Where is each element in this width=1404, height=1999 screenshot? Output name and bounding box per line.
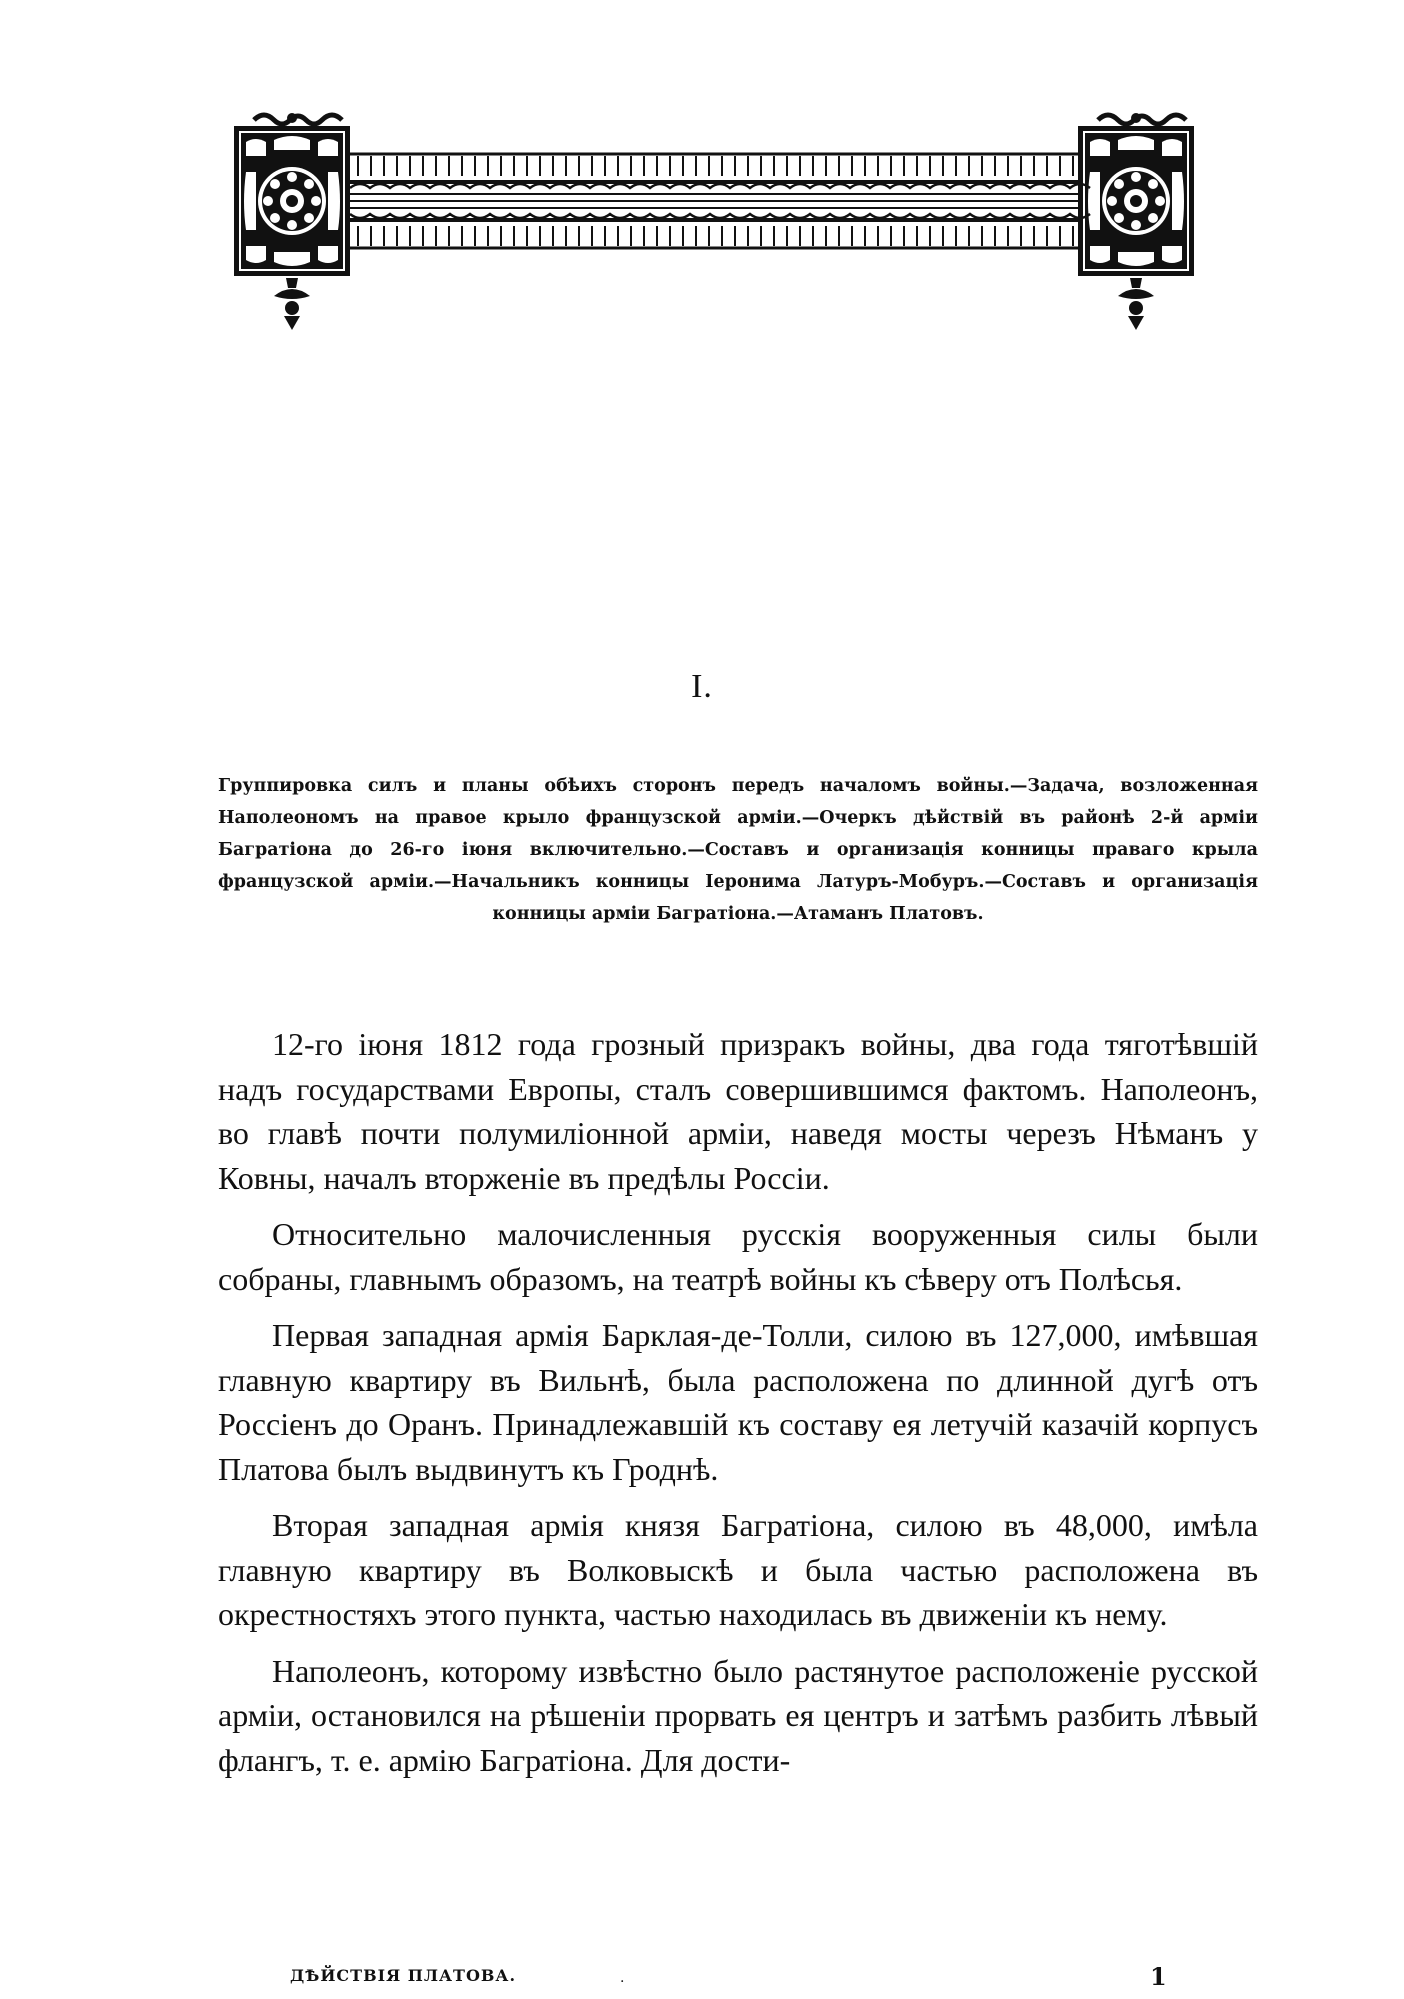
page-number: 1 bbox=[1150, 1962, 1167, 1991]
running-title: ДѢЙСТВІЯ ПЛАТОВА. bbox=[290, 1966, 517, 1985]
paragraph: Относительно малочисленныя русскія вооруженныя силы были собраны, главнымъ образомъ, на театрѣ войны къ сѣверу отъ Полѣсья. bbox=[218, 1216, 1258, 1297]
paragraph: Наполеонъ, которому извѣстно было растянутое расположеніе русской арміи, остановился на рѣшеніи прорвать ея центръ и затѣмъ разбить лѣвый флангъ, т. е. армію Багратіона. Для дости- bbox=[218, 1652, 1258, 1778]
main-text bbox=[218, 1022, 1258, 1794]
ornament-band bbox=[350, 154, 1090, 248]
chapter-summary: Группировка силъ и планы обѣихъ сторонъ передъ началомъ войны.—Задача, возложенная Наполеономъ на правое крыло французской арміи.—Очеркъ дѣйствій въ районѣ 2-й арміи Багратіона до 26-го іюня включительно.—Составъ и организація конницы праваго крыла французской арміи.—Начальникъ конницы Іеронима Латуръ-Мобуръ.—Составъ и организація конницы арміи Багратіона.—Атаманъ Платовъ. bbox=[218, 776, 1258, 924]
paragraph: Вторая западная армія князя Багратіона, силою въ 48,000, имѣла главную квартиру въ Волковыскѣ и была частью расположена въ окрестностяхъ этого пункта, частью находилась въ движеніи къ нему. bbox=[218, 1507, 1258, 1632]
page-footer bbox=[290, 1962, 1170, 1996]
chapter-number: I. bbox=[691, 668, 713, 705]
paragraph: Первая западная армія Барклая-де-Толли, силою въ 127,000, имѣвшая главную квартиру въ Вильнѣ, была расположена по длинной дугѣ отъ Россіенъ до Оранъ. Принадлежавшій къ составу ея летучій казачій корпусъ Платова былъ выдвинутъ къ Гроднѣ. bbox=[218, 1317, 1258, 1487]
right-ornament-block bbox=[1078, 113, 1194, 330]
headpiece-ornament bbox=[234, 112, 1194, 352]
paragraph: 12-го іюня 1812 года грозный призракъ войны, два года тяготѣвшій надъ государствами Европы, сталъ совершившимся фактомъ. Наполеонъ, во главѣ почти полумиліонной арміи, наведя мосты черезъ Нѣманъ у Ковны, началъ вторженіе въ предѣлы Россіи. bbox=[218, 1026, 1258, 1196]
left-ornament-block bbox=[234, 113, 350, 330]
footer-dot: · bbox=[620, 1974, 625, 1990]
